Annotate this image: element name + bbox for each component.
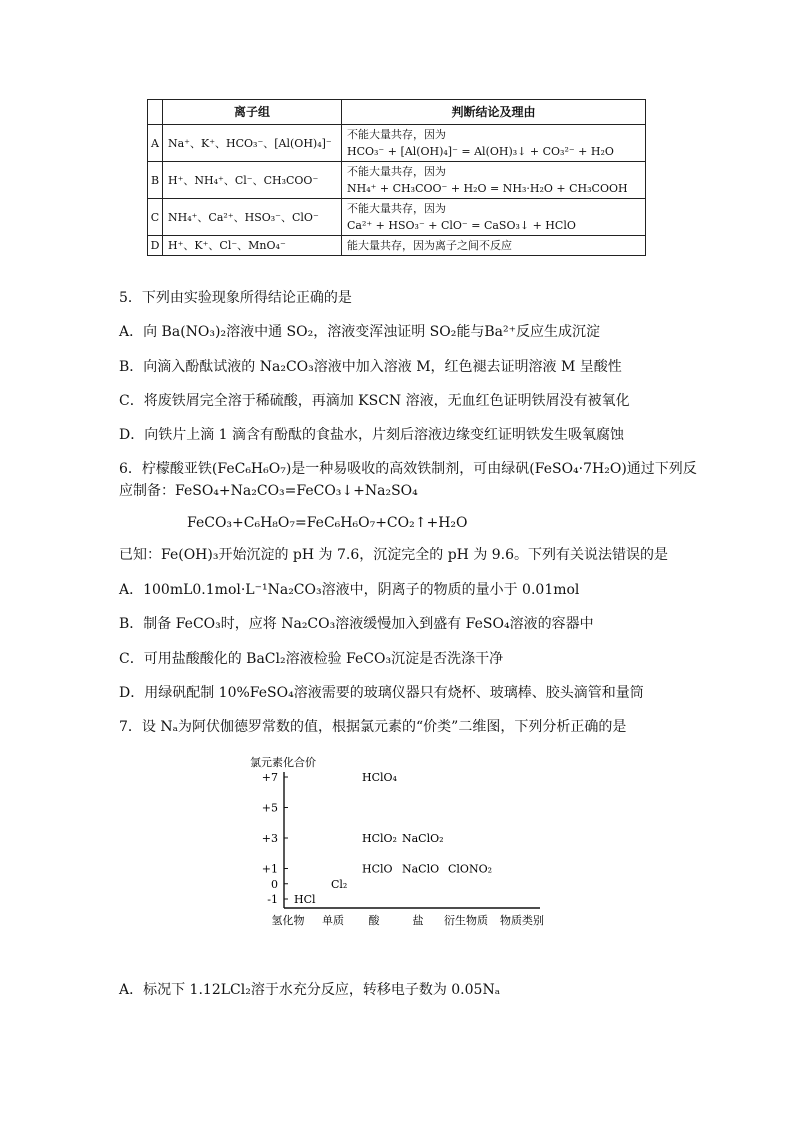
result-line: 不能大量共存，因为: [347, 165, 446, 178]
y-tick-label: +3: [261, 832, 278, 845]
chart-point-label: NaClO₂: [402, 832, 444, 845]
table-row: [148, 236, 646, 256]
chart-x-label: 物质类别: [500, 914, 544, 927]
chart-point-label: NaClO: [402, 862, 440, 876]
table-header-row: [148, 100, 646, 125]
q6-option-a: A．100mL0.1mol·L⁻¹Na₂CO₃溶液中，阴离子的物质的量小于 0.01mol: [119, 582, 580, 598]
q6-option-c: C．可用盐酸酸化的 BaCl₂溶液检验 FeCO₃沉淀是否洗涤干净: [119, 651, 504, 667]
row-label: D: [148, 236, 163, 256]
result-equation: NH₄⁺ + CH₃COO⁻ + H₂O = NH₃·H₂O + CH₃COOH: [347, 182, 628, 195]
q5-option-a: A．向 Ba(NO₃)₂溶液中通 SO₂，溶液变浑浊证明 SO₂能与Ba²⁺反应生成沉淀: [119, 324, 600, 340]
table-row: [148, 162, 646, 199]
q7-option-a: A．标况下 1.12LCl₂溶于水充分反应，转移电子数为 0.05Nₐ: [119, 982, 501, 998]
row-label: A: [148, 125, 163, 162]
row-ions: H⁺、K⁺、Cl⁻、MnO₄⁻: [163, 236, 342, 256]
row-ions: NH₄⁺、Ca²⁺、HSO₃⁻、ClO⁻: [163, 199, 342, 236]
q7-stem: 7．设 Nₐ为阿伏伽德罗常数的值，根据氯元素的“价类”二维图，下列分析正确的是: [119, 719, 627, 735]
q5-option-c: C．将废铁屑完全溶于稀硫酸，再滴加 KSCN 溶液，无血红色证明铁屑没有被氧化: [119, 393, 630, 409]
row-label: B: [148, 162, 163, 199]
q6-equation: FeCO₃+C₆H₈O₇=FeC₆H₆O₇+CO₂↑+H₂O: [187, 515, 468, 531]
x-category-label: 盐: [412, 914, 424, 927]
table-header-ions: 离子组: [163, 100, 342, 125]
q6-stem-line2: 应制备：FeSO₄+Na₂CO₃=FeCO₃↓+Na₂SO₄: [119, 483, 418, 499]
result-equation: Ca²⁺ + HSO₃⁻ + ClO⁻ = CaSO₃↓ + HClO: [347, 219, 576, 232]
chart-categories: [272, 913, 489, 927]
y-tick-label: +1: [261, 862, 278, 876]
q5-option-b: B．向滴入酚酞试液的 Na₂CO₃溶液中加入溶液 M，红色褪去证明溶液 M 呈酸性: [119, 359, 622, 375]
table-header-label: [148, 100, 163, 125]
chart-point-label: Cl₂: [331, 877, 348, 891]
row-ions: H⁺、NH₄⁺、Cl⁻、CH₃COO⁻: [163, 162, 342, 199]
q5-stem: 5．下列由实验现象所得结论正确的是: [119, 290, 352, 306]
result-line: 不能大量共存，因为: [347, 202, 446, 215]
x-category-label: 氢化物: [271, 914, 305, 927]
x-category-label: 单质: [322, 914, 344, 927]
valence-class-chart: [240, 752, 560, 937]
chart-point-label: HClO: [362, 862, 393, 876]
q6-option-b: B．制备 FeCO₃时，应将 Na₂CO₃溶液缓慢加入到盛有 FeSO₄溶液的容器中: [119, 616, 594, 632]
y-tick-label: -1: [267, 893, 278, 906]
y-tick-label: +7: [261, 771, 278, 784]
q6-known: 已知：Fe(OH)₃开始沉淀的 pH 为 7.6，沉淀完全的 pH 为 9.6。下列有关说法错误的是: [119, 547, 669, 563]
chart-y-label: 氯元素化合价: [250, 756, 316, 769]
table-row: [148, 125, 646, 162]
x-category-label: 衍生物质: [444, 914, 488, 927]
result-line: 能大量共存，因为离子之间不反应: [347, 239, 512, 252]
chart-point-label: HCl: [294, 893, 316, 906]
result-equation: HCO₃⁻ + [Al(OH)₄]⁻ = Al(OH)₃↓ + CO₃²⁻ + H₂O: [347, 145, 614, 158]
row-label: C: [148, 199, 163, 236]
ion-table: [147, 99, 646, 256]
row-result: [342, 236, 646, 256]
chart-point-label: HClO₄: [362, 771, 397, 784]
row-result: [342, 162, 646, 199]
chart-point-label: ClONO₂: [448, 862, 493, 876]
x-category-label: 酸: [368, 914, 380, 927]
row-ions: Na⁺、K⁺、HCO₃⁻、[Al(OH)₄]⁻: [163, 125, 342, 162]
y-tick-label: +5: [261, 801, 278, 815]
table-header-result: 判断结论及理由: [342, 100, 646, 125]
chart-points: [294, 771, 492, 906]
row-result: [342, 125, 646, 162]
row-result: [342, 199, 646, 236]
q6-stem-line1: 6．柠檬酸亚铁(FeC₆H₆O₇)是一种易吸收的高效铁制剂，可由绿矾(FeSO₄·7H₂O)通过下列反: [119, 461, 697, 477]
y-tick-label: 0: [271, 877, 278, 891]
q6-option-d: D．用绿矾配制 10%FeSO₄溶液需要的玻璃仪器只有烧杯、玻璃棒、胶头滴管和量筒: [119, 685, 644, 701]
result-line: 不能大量共存，因为: [347, 128, 446, 141]
chart-point-label: HClO₂: [362, 832, 397, 845]
table-row: [148, 199, 646, 236]
q5-option-d: D．向铁片上滴 1 滴含有酚酞的食盐水，片刻后溶液边缘变红证明铁发生吸氧腐蚀: [119, 427, 625, 443]
